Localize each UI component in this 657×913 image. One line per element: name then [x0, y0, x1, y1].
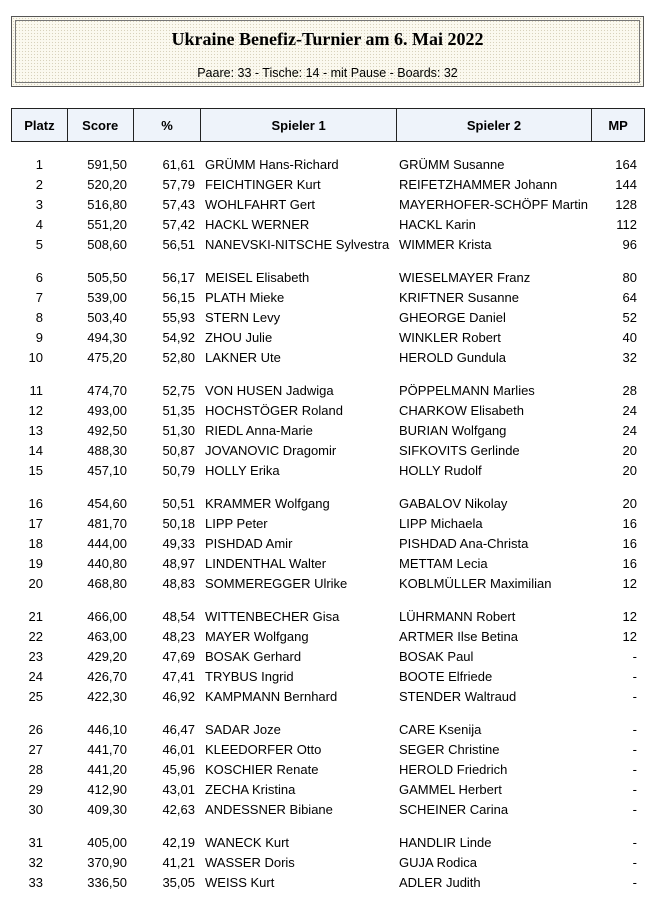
cell-spieler-1: RIEDL Anna-Marie — [205, 423, 313, 438]
cell-spieler-2: SCHEINER Carina — [399, 802, 509, 817]
cell-spieler-2: REIFETZHAMMER Johann — [399, 177, 558, 192]
tournament-title: Ukraine Benefiz-Turnier am 6. Mai 2022 — [171, 29, 484, 49]
cell-platz: 10 — [28, 350, 43, 365]
cell-score: 481,70 — [87, 516, 127, 531]
cell-platz: 15 — [28, 463, 43, 478]
cell-score: 336,50 — [87, 875, 127, 890]
cell-percent: 42,63 — [162, 802, 195, 817]
cell-score: 494,30 — [87, 330, 127, 345]
cell-mp: 20 — [622, 443, 637, 458]
cell-spieler-2: HOLLY Rudolf — [399, 463, 482, 478]
cell-mp: 144 — [615, 177, 637, 192]
cell-mp: 112 — [616, 217, 637, 232]
cell-spieler-1: TRYBUS Ingrid — [205, 669, 294, 684]
cell-score: 370,90 — [87, 855, 127, 870]
cell-platz: 9 — [35, 330, 43, 345]
cell-mp: - — [632, 835, 637, 850]
table-row — [0, 574, 657, 594]
cell-spieler-1: LIPP Peter — [205, 516, 268, 531]
cell-platz: 1 — [35, 157, 43, 172]
cell-spieler-2: KOBLMÜLLER Maximilian — [399, 576, 552, 591]
cell-spieler-2: LÜHRMANN Robert — [399, 609, 516, 624]
table-row — [0, 760, 657, 780]
cell-percent: 50,18 — [162, 516, 195, 531]
table-row — [0, 235, 657, 255]
cell-platz: 32 — [28, 855, 43, 870]
table-row — [0, 441, 657, 461]
cell-mp: - — [632, 669, 637, 684]
cell-spieler-1: KOSCHIER Renate — [205, 762, 319, 777]
cell-percent: 48,54 — [162, 609, 195, 624]
cell-spieler-1: ANDESSNER Bibiane — [205, 802, 333, 817]
cell-platz: 2 — [35, 177, 43, 192]
cell-spieler-2: PÖPPELMANN Marlies — [399, 383, 535, 398]
cell-percent: 41,21 — [162, 855, 195, 870]
cell-platz: 6 — [35, 270, 43, 285]
cell-score: 503,40 — [87, 310, 127, 325]
cell-platz: 17 — [28, 516, 43, 531]
cell-platz: 33 — [28, 875, 43, 890]
cell-platz: 27 — [28, 742, 43, 757]
table-row — [0, 720, 657, 740]
table-row — [0, 215, 657, 235]
table-row — [0, 348, 657, 368]
cell-spieler-2: ADLER Judith — [399, 875, 481, 890]
cell-platz: 16 — [28, 496, 43, 511]
cell-mp: 16 — [622, 536, 637, 551]
cell-platz: 19 — [28, 556, 43, 571]
cell-mp: - — [632, 782, 637, 797]
cell-percent: 51,35 — [162, 403, 195, 418]
cell-score: 463,00 — [87, 629, 127, 644]
cell-spieler-1: SADAR Joze — [205, 722, 281, 737]
column-header-mp: MP — [608, 117, 628, 133]
cell-mp: 20 — [622, 463, 637, 478]
table-row — [0, 687, 657, 707]
cell-spieler-2: BOSAK Paul — [399, 649, 474, 664]
cell-mp: - — [632, 855, 637, 870]
cell-spieler-2: CARE Ksenija — [399, 722, 482, 737]
cell-spieler-1: NANEVSKI-NITSCHE Sylvestra — [205, 237, 390, 252]
cell-platz: 30 — [28, 802, 43, 817]
cell-platz: 29 — [28, 782, 43, 797]
column-header-spieler-2: Spieler 2 — [397, 109, 592, 141]
cell-platz: 25 — [28, 689, 43, 704]
cell-spieler-2: KRIFTNER Susanne — [399, 290, 519, 305]
cell-spieler-2: PISHDAD Ana-Christa — [399, 536, 529, 551]
cell-percent: 45,96 — [162, 762, 195, 777]
cell-percent: 54,92 — [162, 330, 195, 345]
column-header-percent: % — [134, 109, 202, 141]
cell-spieler-2: MAYERHOFER-SCHÖPF Martin — [399, 197, 588, 212]
table-row — [0, 740, 657, 760]
cell-spieler-1: PLATH Mieke — [205, 290, 285, 305]
cell-spieler-1: STERN Levy — [205, 310, 281, 325]
cell-spieler-1: HACKL WERNER — [205, 217, 310, 232]
cell-platz: 11 — [29, 383, 43, 398]
cell-mp: 80 — [622, 270, 637, 285]
cell-score: 405,00 — [87, 835, 127, 850]
cell-platz: 21 — [28, 609, 43, 624]
cell-score: 492,50 — [87, 423, 127, 438]
table-row — [0, 607, 657, 627]
cell-percent: 48,23 — [162, 629, 195, 644]
table-row — [0, 780, 657, 800]
cell-mp: - — [632, 722, 637, 737]
cell-percent: 56,51 — [162, 237, 195, 252]
cell-percent: 57,42 — [162, 217, 195, 232]
cell-mp: - — [632, 802, 637, 817]
cell-percent: 35,05 — [162, 875, 195, 890]
cell-percent: 46,01 — [162, 742, 195, 757]
cell-spieler-1: ZECHA Kristina — [205, 782, 296, 797]
cell-spieler-1: KRAMMER Wolfgang — [205, 496, 330, 511]
cell-percent: 52,80 — [162, 350, 195, 365]
cell-platz: 3 — [35, 197, 43, 212]
cell-spieler-2: WIESELMAYER Franz — [399, 270, 531, 285]
cell-spieler-2: HACKL Karin — [399, 217, 476, 232]
cell-score: 488,30 — [87, 443, 127, 458]
table-row — [0, 667, 657, 687]
cell-mp: 96 — [622, 237, 637, 252]
cell-platz: 22 — [28, 629, 43, 644]
cell-percent: 50,87 — [162, 443, 195, 458]
cell-spieler-2: STENDER Waltraud — [399, 689, 517, 704]
table-row — [0, 381, 657, 401]
cell-spieler-1: MAYER Wolfgang — [205, 629, 309, 644]
cell-spieler-1: ZHOU Julie — [205, 330, 273, 345]
cell-spieler-1: FEICHTINGER Kurt — [205, 177, 321, 192]
cell-percent: 52,75 — [162, 383, 195, 398]
table-row — [0, 554, 657, 574]
cell-score: 409,30 — [87, 802, 127, 817]
cell-mp: 16 — [622, 556, 637, 571]
cell-percent: 56,17 — [162, 270, 195, 285]
cell-spieler-1: SOMMEREGGER Ulrike — [205, 576, 348, 591]
cell-percent: 42,19 — [162, 835, 195, 850]
table-row — [0, 627, 657, 647]
cell-mp: 64 — [622, 290, 637, 305]
cell-percent: 56,15 — [162, 290, 195, 305]
cell-spieler-1: KAMPMANN Bernhard — [205, 689, 338, 704]
cell-spieler-2: CHARKOW Elisabeth — [399, 403, 524, 418]
cell-spieler-2: SIFKOVITS Gerlinde — [399, 443, 520, 458]
cell-platz: 8 — [35, 310, 43, 325]
cell-spieler-1: HOCHSTÖGER Roland — [205, 403, 343, 418]
cell-spieler-2: ARTMER Ilse Betina — [399, 629, 518, 644]
cell-percent: 43,01 — [162, 782, 195, 797]
cell-spieler-2: GAMMEL Herbert — [399, 782, 502, 797]
cell-score: 422,30 — [87, 689, 127, 704]
table-row — [0, 195, 657, 215]
table-row — [0, 268, 657, 288]
cell-mp: 12 — [622, 576, 637, 591]
cell-score: 520,20 — [87, 177, 127, 192]
table-row — [0, 328, 657, 348]
table-row — [0, 494, 657, 514]
cell-mp: - — [632, 875, 637, 890]
table-row — [0, 155, 657, 175]
cell-mp: 32 — [622, 350, 637, 365]
cell-platz: 28 — [28, 762, 43, 777]
cell-mp: - — [632, 762, 637, 777]
cell-score: 466,00 — [87, 609, 127, 624]
cell-spieler-1: WANECK Kurt — [205, 835, 290, 850]
cell-mp: 24 — [622, 423, 637, 438]
cell-platz: 14 — [28, 443, 43, 458]
cell-spieler-1: HOLLY Erika — [205, 463, 280, 478]
cell-spieler-1: PISHDAD Amir — [205, 536, 293, 551]
cell-spieler-1: GRÜMM Hans-Richard — [205, 157, 339, 172]
cell-spieler-1: LINDENTHAL Walter — [205, 556, 327, 571]
cell-spieler-2: GABALOV Nikolay — [399, 496, 508, 511]
cell-score: 591,50 — [87, 157, 127, 172]
cell-spieler-2: BURIAN Wolfgang — [399, 423, 507, 438]
cell-spieler-1: LAKNER Ute — [205, 350, 281, 365]
cell-score: 426,70 — [87, 669, 127, 684]
cell-mp: 16 — [622, 516, 637, 531]
cell-spieler-2: HEROLD Gundula — [399, 350, 506, 365]
cell-score: 508,60 — [87, 237, 127, 252]
cell-score: 446,10 — [87, 722, 127, 737]
cell-mp: 28 — [622, 383, 637, 398]
cell-spieler-2: SEGER Christine — [399, 742, 500, 757]
cell-percent: 61,61 — [162, 157, 195, 172]
cell-score: 474,70 — [87, 383, 127, 398]
cell-mp: - — [632, 742, 637, 757]
column-header-spieler-1: Spieler 1 — [201, 109, 396, 141]
cell-spieler-2: GUJA Rodica — [399, 855, 478, 870]
table-row — [0, 308, 657, 328]
cell-platz: 4 — [35, 217, 43, 232]
cell-percent: 47,69 — [162, 649, 195, 664]
table-row — [0, 401, 657, 421]
cell-score: 454,60 — [87, 496, 127, 511]
tournament-info: Paare: 33 - Tische: 14 - mit Pause - Boards: 32 — [197, 66, 458, 80]
table-row — [0, 534, 657, 554]
table-row — [0, 421, 657, 441]
cell-mp: 40 — [622, 330, 637, 345]
cell-percent: 48,83 — [162, 576, 195, 591]
column-header-platz: Platz — [12, 109, 68, 141]
cell-score: 468,80 — [87, 576, 127, 591]
cell-spieler-1: WITTENBECHER Gisa — [205, 609, 340, 624]
cell-platz: 18 — [28, 536, 43, 551]
cell-score: 444,00 — [87, 536, 127, 551]
table-row — [0, 800, 657, 820]
cell-mp: 128 — [615, 197, 637, 212]
cell-percent: 46,92 — [162, 689, 195, 704]
table-row — [0, 873, 657, 893]
cell-score: 551,20 — [87, 217, 127, 232]
cell-score: 539,00 — [87, 290, 127, 305]
cell-platz: 31 — [28, 835, 43, 850]
cell-spieler-2: GHEORGE Daniel — [399, 310, 506, 325]
cell-spieler-1: VON HUSEN Jadwiga — [205, 383, 334, 398]
cell-spieler-1: WOHLFAHRT Gert — [205, 197, 316, 212]
cell-score: 412,90 — [87, 782, 127, 797]
cell-spieler-1: WEISS Kurt — [205, 875, 275, 890]
table-row — [0, 833, 657, 853]
cell-percent: 49,33 — [162, 536, 195, 551]
cell-spieler-2: WIMMER Krista — [399, 237, 492, 252]
cell-percent: 55,93 — [162, 310, 195, 325]
cell-spieler-1: KLEEDORFER Otto — [205, 742, 322, 757]
cell-mp: - — [632, 649, 637, 664]
cell-mp: - — [632, 689, 637, 704]
cell-score: 441,70 — [87, 742, 127, 757]
cell-spieler-2: WINKLER Robert — [399, 330, 501, 345]
table-row — [0, 853, 657, 873]
cell-mp: 52 — [622, 310, 637, 325]
cell-score: 493,00 — [87, 403, 127, 418]
cell-platz: 20 — [28, 576, 43, 591]
cell-platz: 7 — [35, 290, 43, 305]
cell-percent: 51,30 — [162, 423, 195, 438]
cell-percent: 57,43 — [162, 197, 195, 212]
cell-spieler-2: METTAM Lecia — [399, 556, 488, 571]
cell-percent: 50,51 — [162, 496, 195, 511]
cell-percent: 48,97 — [162, 556, 195, 571]
cell-percent: 50,79 — [162, 463, 195, 478]
cell-spieler-1: JOVANOVIC Dragomir — [205, 443, 337, 458]
cell-spieler-2: LIPP Michaela — [399, 516, 483, 531]
cell-percent: 46,47 — [162, 722, 195, 737]
cell-spieler-1: MEISEL Elisabeth — [205, 270, 310, 285]
cell-platz: 5 — [35, 237, 43, 252]
cell-percent: 57,79 — [162, 177, 195, 192]
cell-spieler-1: WASSER Doris — [205, 855, 295, 870]
cell-score: 441,20 — [87, 762, 127, 777]
cell-score: 505,50 — [87, 270, 127, 285]
cell-platz: 23 — [28, 649, 43, 664]
cell-score: 516,80 — [87, 197, 127, 212]
cell-mp: 24 — [622, 403, 637, 418]
cell-spieler-1: BOSAK Gerhard — [205, 649, 302, 664]
cell-spieler-2: BOOTE Elfriede — [399, 669, 493, 684]
cell-platz: 26 — [28, 722, 43, 737]
table-row — [0, 647, 657, 667]
cell-mp: 12 — [622, 609, 637, 624]
table-row — [0, 175, 657, 195]
cell-platz: 12 — [28, 403, 43, 418]
cell-score: 440,80 — [87, 556, 127, 571]
table-row — [0, 514, 657, 534]
cell-percent: 47,41 — [162, 669, 195, 684]
cell-spieler-2: HEROLD Friedrich — [399, 762, 508, 777]
cell-score: 475,20 — [87, 350, 127, 365]
cell-mp: 164 — [615, 157, 637, 172]
table-row — [0, 461, 657, 481]
cell-spieler-2: HANDLIR Linde — [399, 835, 492, 850]
table-row — [0, 288, 657, 308]
cell-mp: 12 — [622, 629, 637, 644]
column-header-score: Score — [68, 109, 134, 141]
cell-mp: 20 — [622, 496, 637, 511]
cell-platz: 13 — [28, 423, 43, 438]
cell-score: 429,20 — [87, 649, 127, 664]
cell-score: 457,10 — [87, 463, 127, 478]
cell-platz: 24 — [28, 669, 43, 684]
cell-spieler-2: GRÜMM Susanne — [399, 157, 505, 172]
